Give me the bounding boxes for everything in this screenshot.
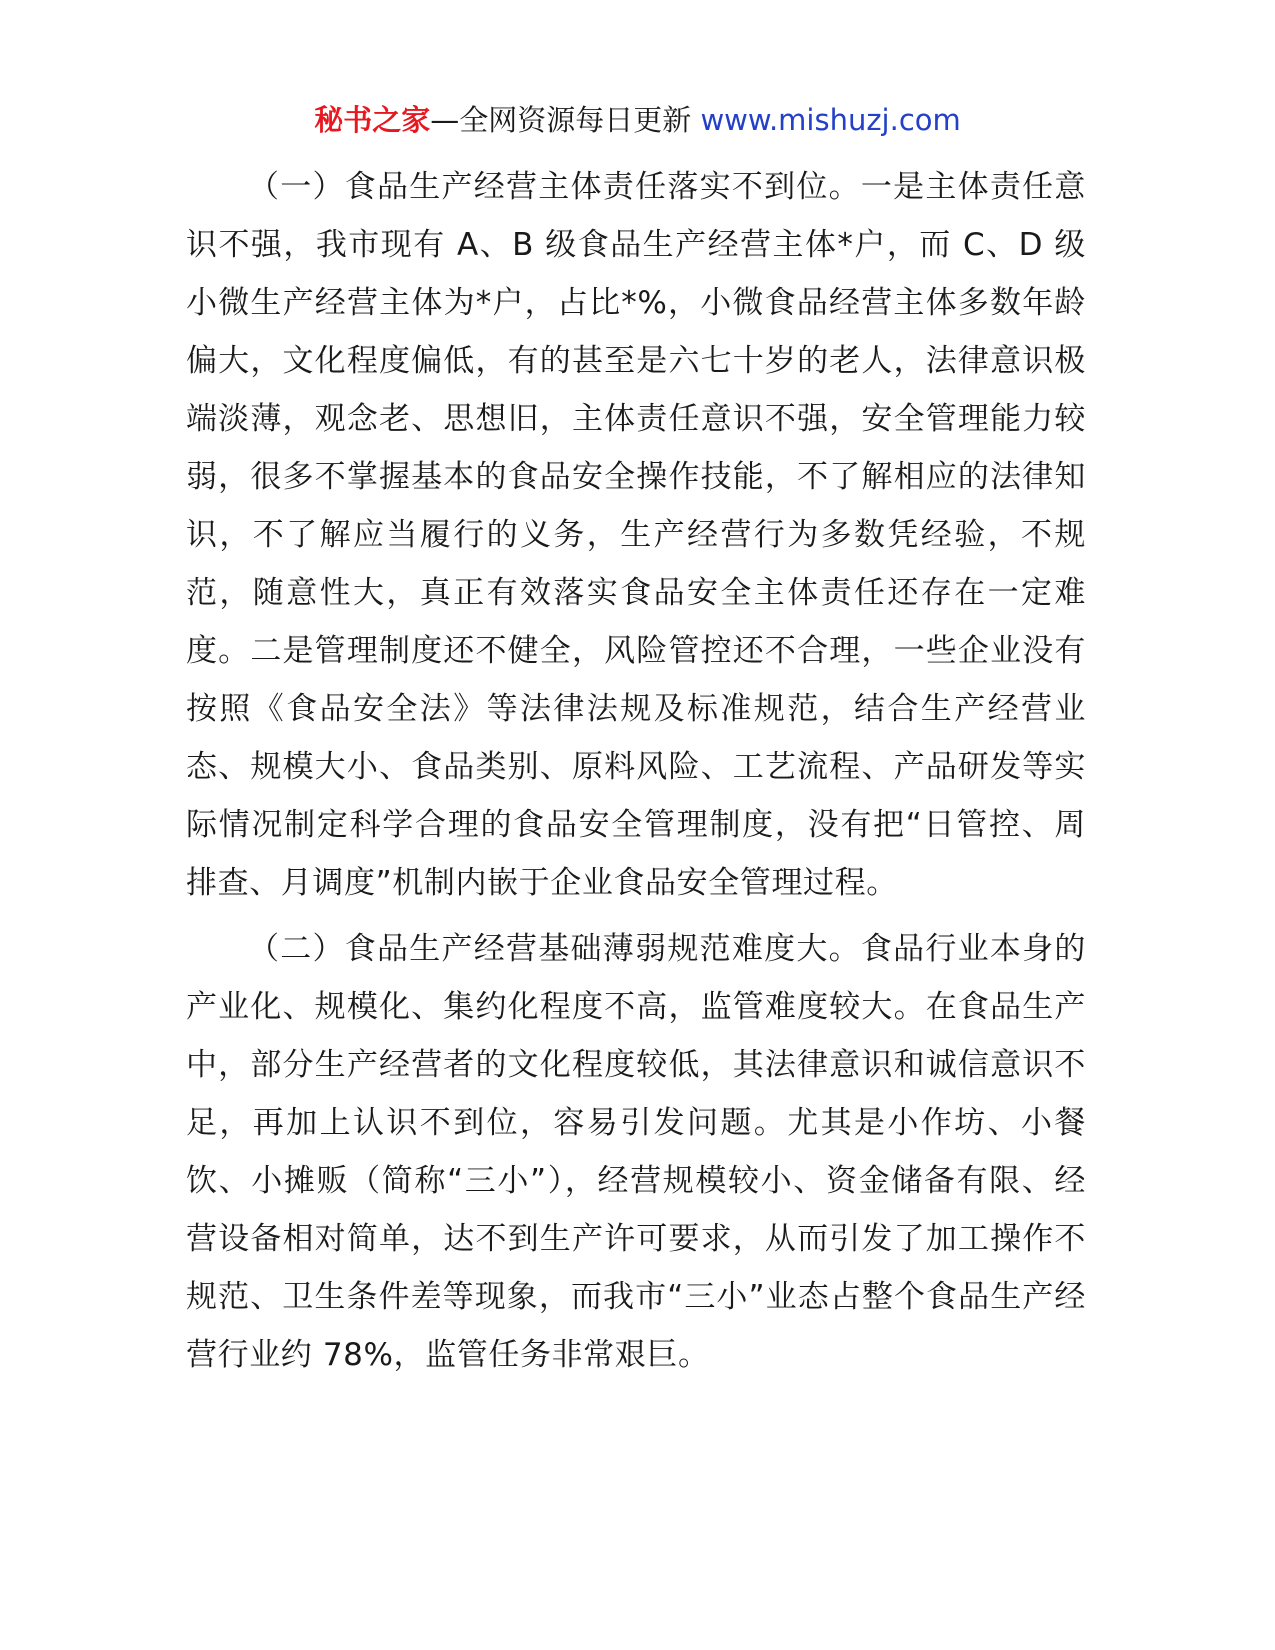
brand-name: 秘书之家 bbox=[314, 103, 431, 137]
header-tagline: —全网资源每日更新 bbox=[430, 103, 701, 137]
paragraph-1: （一）食品生产经营主体责任落实不到位。一是主体责任意识不强，我市现有 A、B 级食品生产经营主体*户，而 C、D 级小微生产经营主体为*户，占比*%，小微食品经营主体多数年龄偏大，文化程度偏低，有的甚至是六七十岁的老人，法律意识极端淡薄，观念老、思想旧，主体责任意识不强，安全管理能力较弱，很多不掌握基本的食品安全操作技能，不了解相应的法律知识，不了解应当履行的义务，生产经营行为多数凭经验，不规范，随意性大，真正有效落实食品安全主体责任还存在一定难度。二是管理制度还不健全，风险管控还不合理，一些企业没有按照《食品安全法》等法律法规及标准规范，结合生产经营业态、规模大小、食品类别、原料风险、工艺流程、产品研发等实际情况制定科学合理的食品安全管理制度，没有把“日管控、周排查、月调度”机制内嵌于企业食品安全管理过程。 bbox=[186, 169, 1086, 901]
document-header bbox=[0, 100, 1275, 140]
site-url-link[interactable]: www.mishuzj.com bbox=[700, 103, 961, 137]
paragraph-2: （二）食品生产经营基础薄弱规范难度大。食品行业本身的产业化、规模化、集约化程度不高，监管难度较大。在食品生产中，部分生产经营者的文化程度较低，其法律意识和诚信意识不足，再加上认识不到位，容易引发问题。尤其是小作坊、小餐饮、小摊贩（简称“三小”），经营规模较小、资金储备有限、经营设备相对简单，达不到生产许可要求，从而引发了加工操作不规范、卫生条件差等现象，而我市“三小”业态占整个食品生产经营行业约 78%，监管任务非常艰巨。 bbox=[186, 931, 1086, 1373]
document-body bbox=[186, 158, 1086, 1392]
